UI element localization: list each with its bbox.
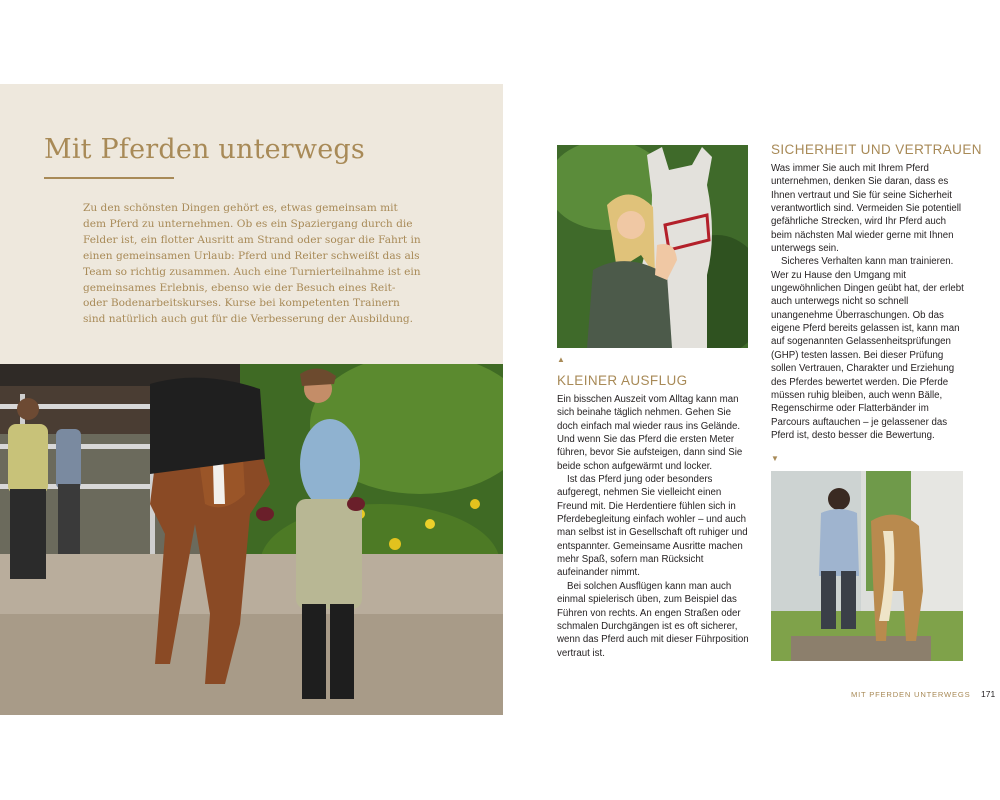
section-body-kleiner-ausflug [557, 393, 749, 660]
title-underline [44, 177, 174, 179]
intro-paragraph: Zu den schönsten Dingen gehört es, etwas gemeinsam mit dem Pferd zu unternehmen. Ob es ein Spaziergang durch die Felder ist, ein flotter Ausritt am Strand oder sogar die Fahrt in einen gemeinsamen Urlaub: Pferd und Reiter schweißt das als Team so richtig zusammen. Auch eine Turnierteilnahme ist ein gemeinsames Erlebnis, ebenso wie der Besuch eines Reit- oder Bodenarbeitskurses. Kurse bei kompetenten Trainern sind natürlich auch gut für die Verbesserung der Ausbildung. [83, 202, 421, 326]
section-body-sicherheit [771, 162, 965, 442]
body-paragraph: Was immer Sie auch mit Ihrem Pferd unternehmen, denken Sie daran, dass es Ihnen vertraut und Sie für seine Sicherheit verantwortlich sind. Vermeiden Sie potentiell gefährliche Strecken, wird Ihr Pferd auch beim nächsten Mal wieder gerne mit Ihnen unterwegs sein. [771, 163, 962, 255]
body-paragraph: Bei solchen Ausflügen kann man auch einmal spielerisch üben, zum Beispiel das Führen von rechts. An engen Straßen oder schmalen Durchgängen ist es oft sicherer, wenn das Pferd auch mit dieser Führposition vertraut ist. [557, 580, 749, 659]
page-title: Mit Pferden unterwegs [44, 134, 365, 165]
page-number: 171 [981, 689, 996, 699]
section-heading-sicherheit: SICHERHEIT UND VERTRAUEN [771, 142, 982, 157]
section-heading-kleiner-ausflug: KLEINER AUSFLUG [557, 373, 688, 388]
caption-arrow-up: ▲ [557, 355, 565, 364]
caption-arrow-down: ▼ [771, 454, 779, 463]
photo-leading-horse-through-curtain [771, 471, 963, 661]
photo-girl-with-grey-horse [557, 145, 748, 348]
body-paragraph: Ein bisschen Auszeit vom Alltag kann man sich beinahe täglich nehmen. Gehen Sie doch einfach mal wieder raus ins Gelände. Und wenn Sie das Pferd die ersten Meter führen, bevor Sie aufsteigen, dann sind Sie beide schon aufgewärmt und locker. [557, 394, 743, 472]
running-footer-title: MIT PFERDEN UNTERWEGS [851, 690, 971, 699]
photo-woman-leading-horse [0, 364, 503, 715]
body-paragraph: Ist das Pferd jung oder besonders aufgeregt, nehmen Sie vielleicht einen Freund mit. Die Herdentiere fühlen sich in Pferdebegleitung einfach wohler – und auch man selbst ist in Gesellschaft oft ruhiger und entspannter. Gemeinsame Ausritte machen mehr Spaß, sofern man Rücksicht aufeinander nimmt. [557, 474, 748, 579]
body-paragraph: Sicheres Verhalten kann man trainieren. Wer zu Hause den Umgang mit ungewöhnlichen Dingen geübt hat, der erlebt auch unterwegs nicht so schnell unangenehme Überraschungen. Ob das eigene Pferd bereits gelassen ist, kann man auf sogenannten Gelassenheitsprüfungen (GHP) testen lassen. Bei dieser Prüfung sollen Vertrauen, Charakter und Erziehung des Pferdes bewertet werden. Die Pferde müssen ruhig bleiben, auch wenn Bälle, Regenschirme oder Flatterbänder im Parcours auftauchen – je gelassener das Pferd ist, desto besser die Bewertung. [771, 256, 964, 441]
